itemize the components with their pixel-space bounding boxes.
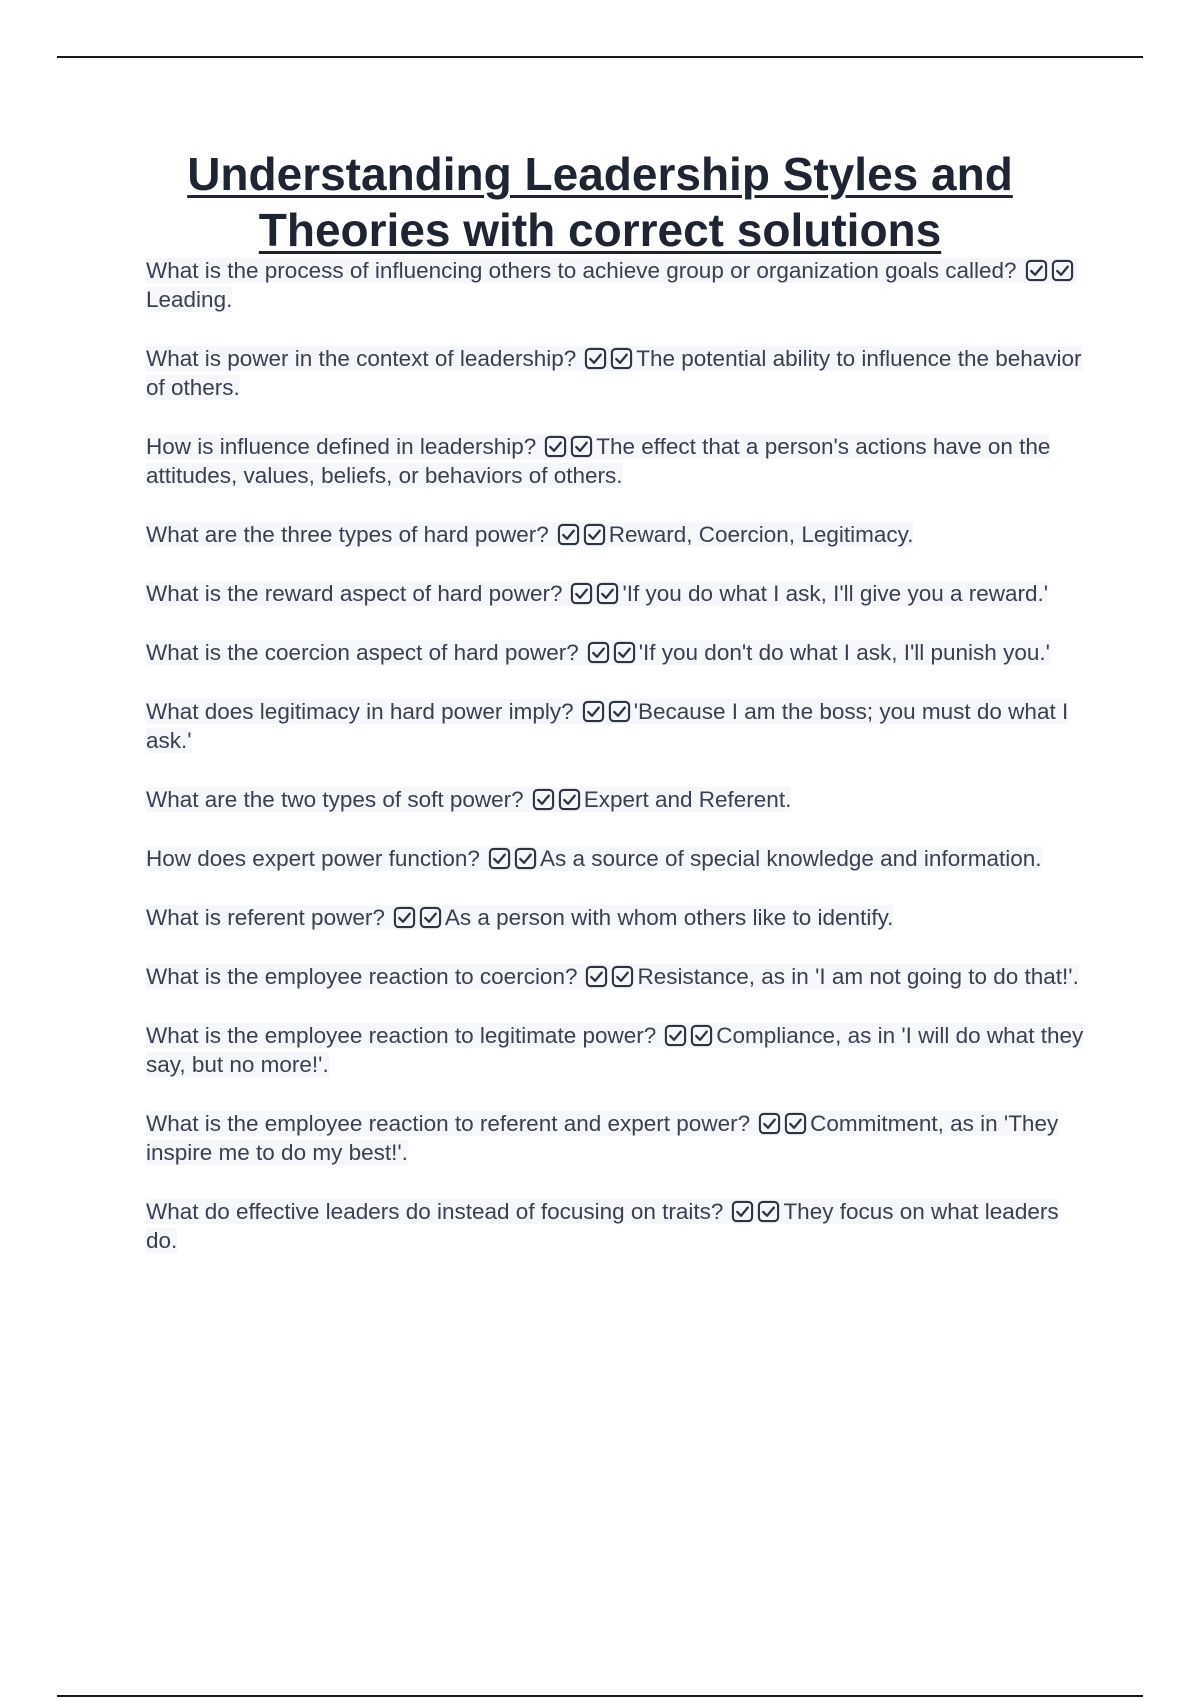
checkbox-checked-icon [587,641,610,664]
question-text: What does legitimacy in hard power imply? [146,699,574,724]
checkbox-checked-icon [583,523,606,546]
answer-text: They focus on what leaders do. [146,1199,1059,1253]
question-text: What is power in the context of leadership? [146,346,577,371]
checkbox-checked-icon [584,347,607,370]
question-text: What is the employee reaction to coercion? [146,964,578,989]
question-text: What is the employee reaction to legitimate power? [146,1023,657,1048]
qa-item [146,638,1091,667]
answer-text: Leading. [146,287,233,312]
answer-text: 'If you don't do what I ask, I'll punish you.' [638,640,1050,665]
checkbox-checked-icon [613,641,636,664]
checkbox-checked-icon [419,906,442,929]
question-text: How does expert power function? [146,846,480,871]
qa-item [146,432,1091,490]
qa-item [146,785,1091,814]
checkbox-checked-icon [532,788,555,811]
checkbox-checked-icon [611,965,634,988]
top-rule [57,56,1143,58]
question-text: How is influence defined in leadership? [146,434,537,459]
checkbox-checked-icon [514,847,537,870]
checkbox-checked-icon [596,582,619,605]
checkbox-checked-icon [758,1112,781,1135]
question-text: What is the employee reaction to referent and expert power? [146,1111,751,1136]
question-text: What is referent power? [146,905,385,930]
answer-text: Compliance, as in 'I will do what they say, but no more!'. [146,1023,1084,1077]
checkbox-checked-icon [610,347,633,370]
checkbox-checked-icon [585,965,608,988]
question-text: What is the reward aspect of hard power? [146,581,563,606]
qa-item [146,256,1091,314]
checkbox-checked-icon [757,1200,780,1223]
qa-item [146,903,1091,932]
checkbox-checked-icon [731,1200,754,1223]
qa-item [146,1109,1091,1167]
qa-item [146,697,1091,755]
checkbox-checked-icon [608,700,631,723]
checkbox-checked-icon [488,847,511,870]
checkbox-checked-icon [1051,259,1074,282]
checkbox-checked-icon [1025,259,1048,282]
question-text: What are the three types of hard power? [146,522,549,547]
question-text: What do effective leaders do instead of focusing on traits? [146,1199,724,1224]
qa-item [146,344,1091,402]
checkbox-checked-icon [582,700,605,723]
answer-text: Resistance, as in 'I am not going to do that!'. [637,964,1079,989]
document-title: Understanding Leadership Styles and Theories with correct solutions [187,148,1013,256]
answer-text: 'Because I am the boss; you must do what I ask.' [146,699,1069,753]
qa-item [146,962,1091,991]
question-text: What are the two types of soft power? [146,787,524,812]
answer-text: As a source of special knowledge and information. [539,846,1042,871]
checkbox-checked-icon [570,582,593,605]
qa-item [146,844,1091,873]
answer-text: The potential ability to influence the behavior of others. [146,346,1082,400]
qa-item [146,1197,1091,1255]
answer-text: The effect that a person's actions have on the attitudes, values, beliefs, or behaviors of others. [146,434,1051,488]
checkbox-checked-icon [570,435,593,458]
qa-item [146,1021,1091,1079]
answer-text: Commitment, as in 'They inspire me to do my best!'. [146,1111,1059,1165]
checkbox-checked-icon [690,1024,713,1047]
checkbox-checked-icon [784,1112,807,1135]
qa-item [146,579,1091,608]
checkbox-checked-icon [557,523,580,546]
qa-item [146,520,1091,549]
checkbox-checked-icon [393,906,416,929]
question-text: What is the process of influencing others to achieve group or organization goals called? [146,258,1017,283]
answer-text: Reward, Coercion, Legitimacy. [608,522,914,547]
bottom-rule [57,1695,1143,1697]
answer-text: As a person with whom others like to identify. [444,905,894,930]
checkbox-checked-icon [544,435,567,458]
answer-text: Expert and Referent. [583,787,792,812]
qa-list [146,256,1091,1285]
checkbox-checked-icon [558,788,581,811]
answer-text: 'If you do what I ask, I'll give you a reward.' [622,581,1049,606]
question-text: What is the coercion aspect of hard power? [146,640,579,665]
checkbox-checked-icon [664,1024,687,1047]
